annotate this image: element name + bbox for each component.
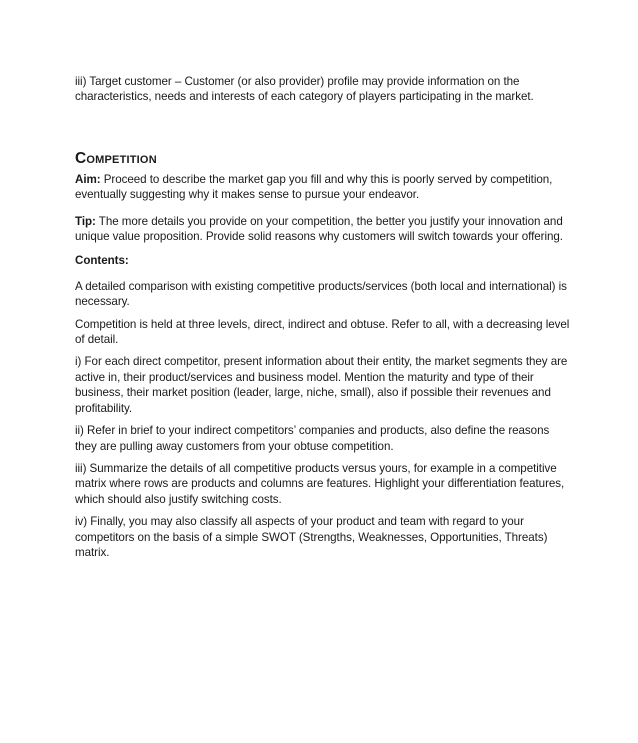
tip-paragraph [75,214,570,245]
tip-text: The more details you provide on your competition, the better you justify your innovation and unique value proposition. Provide solid reasons why customers will switch towards your offering. [75,214,563,244]
indirect-competitor-paragraph: ii) Refer in brief to your indirect competitors’ companies and products, also define the reasons they are pulling away customers from your obtuse competition. [75,424,550,453]
aim-label: Aim: [75,172,101,186]
target-customer-paragraph: iii) Target customer – Customer (or also provider) profile may provide information on the characteristics, needs and interests of each category of players participating in the market. [75,75,534,104]
direct-competitor-paragraph: i) For each direct competitor, present information about their entity, the market segments they are active in, their product/services and business model. Mention the maturity and type of their business, their market position (leader, large, niche, small), also if possible their revenues and profitability. [75,355,568,415]
aim-paragraph [75,172,570,203]
competition-levels-paragraph: Competition is held at three levels, direct, indirect and obtuse. Refer to all, with a decreasing level of detail. [75,317,570,347]
swot-paragraph: iv) Finally, you may also classify all aspects of your product and team with regard to your competitors on the basis of a simple SWOT (Strengths, Weaknesses, Opportunities, Threats) matrix. [75,515,548,559]
competitive-matrix-paragraph: iii) Summarize the details of all competitive products versus yours, for example in a competitive matrix where rows are products and columns are features. Highlight your differentiation features, which should also justify switching costs. [75,461,565,506]
aim-text: Proceed to describe the market gap you fill and why this is poorly served by competition, eventually suggesting why it makes sense to pursue your endeavor. [75,172,553,202]
section-heading-competition: Competition [75,149,157,167]
comparison-paragraph: A detailed comparison with existing competitive products/services (both local and international) is necessary. [75,279,567,309]
document-page [75,74,570,560]
tip-label: Tip: [75,214,96,228]
contents-label: Contents: [75,254,129,268]
